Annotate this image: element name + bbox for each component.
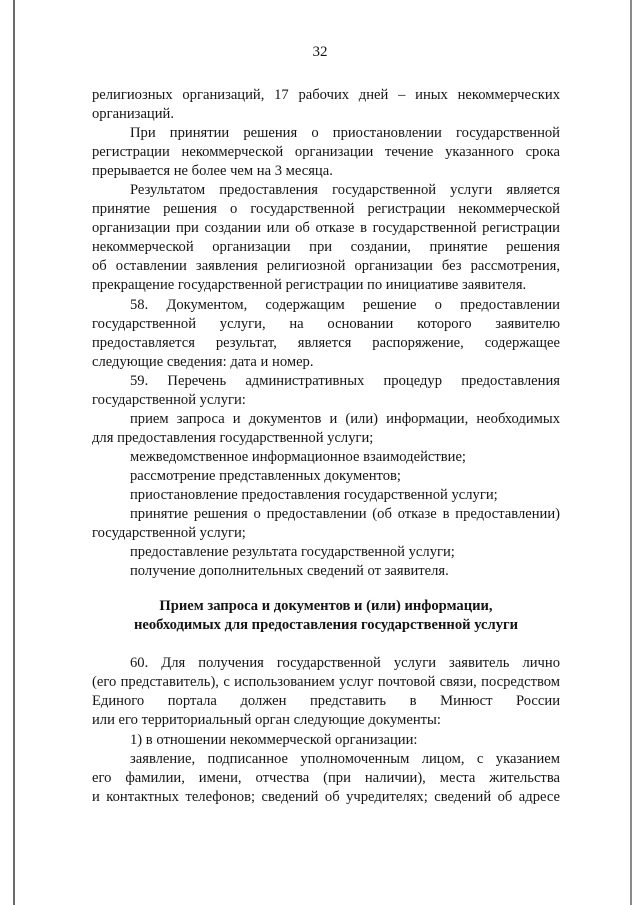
text-line: его фамилии, имени, отчества (при наличии), места жительства (92, 769, 560, 786)
text-line: получение дополнительных сведений от заявителя. (130, 563, 449, 580)
text-line: об оставлении заявления религиозной организации без рассмотрения, (92, 258, 560, 275)
text-line: государственной услуги, на основании которого заявителю (92, 315, 560, 332)
text-line: межведомственное информационное взаимодействие; (130, 448, 466, 465)
text-line: регистрации некоммерческой организации течение указанного срока (92, 144, 560, 161)
text-line: прекращение государственной регистрации по инициативе заявителя. (92, 277, 527, 294)
text-line: Единого портала должен представить в Минюст России (92, 693, 560, 710)
text-line: 1) в отношении некоммерческой организации: (130, 731, 418, 748)
scan-edge-left (13, 0, 15, 905)
text-line: следующие сведения: дата и номер. (92, 353, 314, 370)
text-line: государственной услуги; (92, 525, 246, 542)
text-line: (его представитель), с использованием услуг почтовой связи, посредством (92, 674, 560, 691)
text-line: заявление, подписанное уполномоченным лицом, с указанием (130, 750, 560, 767)
text-line: При принятии решения о приостановлении государственной (130, 125, 560, 142)
text-line: приостановление предоставления государственной услуги; (130, 486, 498, 503)
paragraphs-block-1 (92, 86, 560, 581)
text-line: принятие решения о предоставлении (об отказе в предоставлении) (130, 506, 560, 523)
text-line: предоставляется результат, является распоряжение, содержащее (92, 334, 560, 351)
text-line: Результатом предоставления государственной услуги является (130, 182, 560, 199)
section-heading-line-2: необходимых для предоставления государственной услуги (133, 617, 519, 634)
text-line: организаций. (92, 106, 174, 123)
text-line: 60. Для получения государственной услуги заявитель лично (130, 655, 560, 672)
text-line: прерывается не более чем на 3 месяца. (92, 163, 333, 180)
paragraphs-block-2 (92, 654, 560, 806)
text-line: рассмотрение представленных документов; (130, 467, 401, 484)
text-line: 59. Перечень административных процедур предоставления (130, 372, 560, 389)
text-line: государственной услуги: (92, 391, 246, 408)
text-line: предоставление результата государственной услуги; (130, 544, 455, 561)
text-line: прием запроса и документов и (или) информации, необходимых (130, 410, 560, 427)
section-heading-line-1: Прием запроса и документов и (или) информации, (159, 598, 493, 615)
page-number: 32 (312, 44, 328, 60)
scan-edge-right (630, 0, 632, 905)
text-line: некоммерческой организации при создании, принятие решения (92, 239, 560, 256)
text-line: религиозных организаций, 17 рабочих дней – иных некоммерческих (92, 87, 560, 103)
text-line: организации при создании или об отказе в государственной регистрации (92, 220, 560, 237)
document-body (92, 86, 560, 807)
text-line: или его территориальный орган следующие документы: (92, 712, 441, 729)
text-line: и контактных телефонов; сведений об учредителях; сведений об адресе (92, 788, 560, 805)
text-line: 58. Документом, содержащим решение о предоставлении (130, 296, 560, 313)
text-line: принятие решения о государственной регистрации некоммерческой (92, 201, 560, 218)
text-line: для предоставления государственной услуги; (92, 429, 374, 446)
